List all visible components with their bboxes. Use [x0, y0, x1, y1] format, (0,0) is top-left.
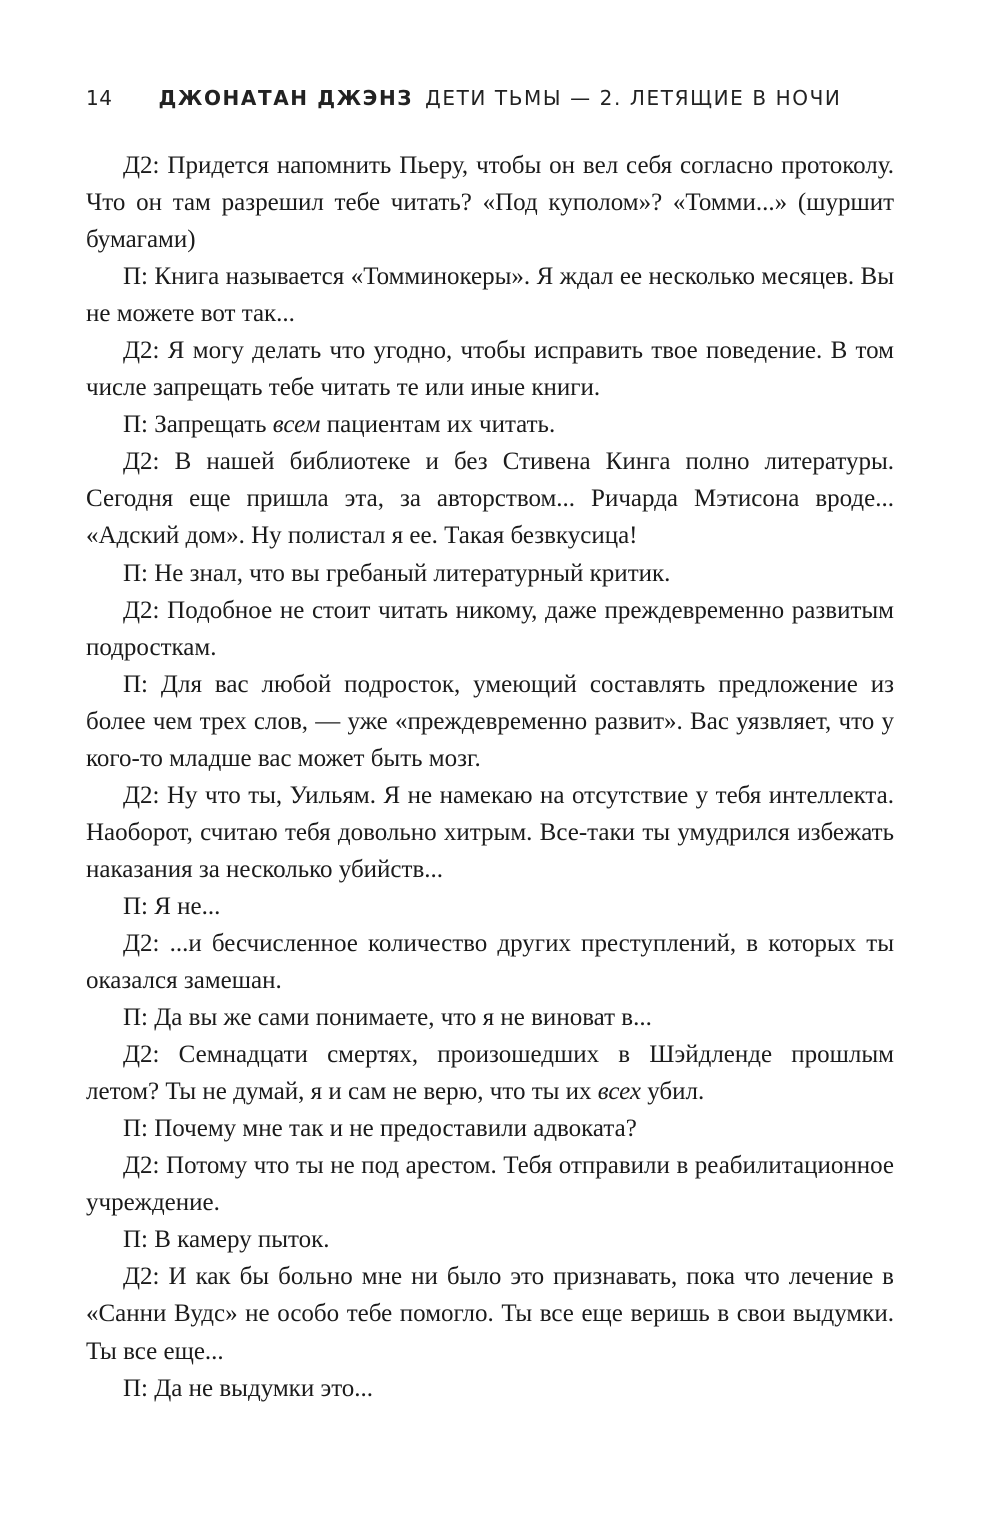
paragraph: П: В камеру пыток.	[123, 1226, 330, 1254]
series-title: ДЕТИ ТЬМЫ — 2. ЛЕТЯЩИЕ В НОЧИ	[425, 86, 842, 110]
paragraph: П: Не знал, что вы гребаный литературный критик.	[123, 559, 671, 587]
emphasis: всем	[272, 411, 321, 439]
author-name: ДЖОНАТАН ДЖЭНЗ	[158, 86, 414, 110]
page-number: 14	[86, 86, 113, 110]
paragraph-text: П: Запрещать	[123, 411, 273, 439]
paragraph: Д2: И как бы больно мне ни было это признавать, пока что лечение в «Санни Вудс» не особо тебе помогло. Ты все еще веришь в свои выдумки. Ты все еще...	[86, 1263, 894, 1365]
paragraph	[86, 406, 894, 443]
paragraph: П: Для вас любой подросток, умеющий составлять предложение из более чем трех слов, — уже «преждевременно развит». Вас уязвляет, что у кого-то младше вас может быть мозг.	[86, 670, 894, 772]
emphasis: всех	[597, 1078, 641, 1106]
paragraph: П: Книга называется «Томминокеры». Я ждал ее несколько месяцев. Вы не можете вот так...	[86, 263, 894, 328]
paragraph: П: Почему мне так и не предоставили адвоката?	[123, 1115, 637, 1143]
paragraph: П: Да не выдумки это...	[123, 1374, 374, 1402]
body-text	[86, 147, 894, 1407]
paragraph-text: пациентам их читать.	[320, 411, 556, 439]
paragraph: Д2: Потому что ты не под арестом. Тебя отправили в реабилитационное учреждение.	[86, 1152, 894, 1217]
paragraph: Д2: ...и бесчисленное количество других преступлений, в которых ты оказался замешан.	[86, 929, 894, 995]
paragraph: Д2: Я могу делать что угодно, чтобы исправить твое поведение. В том числе запрещать тебе читать те или иные книги.	[86, 337, 894, 402]
paragraph	[86, 1036, 894, 1110]
paragraph: П: Я не...	[123, 892, 221, 920]
paragraph-text: Д2: Семнадцати смертях, произошедших в Шэйдленде прошлым летом? Ты не думай, я и сам не верю, что ты их	[86, 1041, 894, 1106]
paragraph: Д2: Ну что ты, Уильям. Я не намекаю на отсутствие у тебя интеллекта. Наоборот, считаю тебя довольно хитрым. Все-таки ты умудрился избежать наказания за несколько убийств...	[86, 781, 894, 883]
paragraph: Д2: Подобное не стоит читать никому, даже преждевременно развитым подросткам.	[86, 596, 894, 661]
paragraph: Д2: Придется напомнить Пьеру, чтобы он вел себя согласно протоколу. Что он там разрешил тебе читать? «Под куполом»? «Томми...» (шуршит бумагами)	[86, 152, 894, 254]
running-header	[86, 86, 841, 110]
paragraph: Д2: В нашей библиотеке и без Стивена Кинга полно литературы. Сегодня еще пришла эта, за авторством... Ричарда Мэтисона вроде... «Адский дом». Ну полистал я ее. Такая безвкусица!	[86, 448, 894, 550]
paragraph: П: Да вы же сами понимаете, что я не виноват в...	[123, 1004, 652, 1032]
paragraph-text: убил.	[640, 1078, 705, 1106]
